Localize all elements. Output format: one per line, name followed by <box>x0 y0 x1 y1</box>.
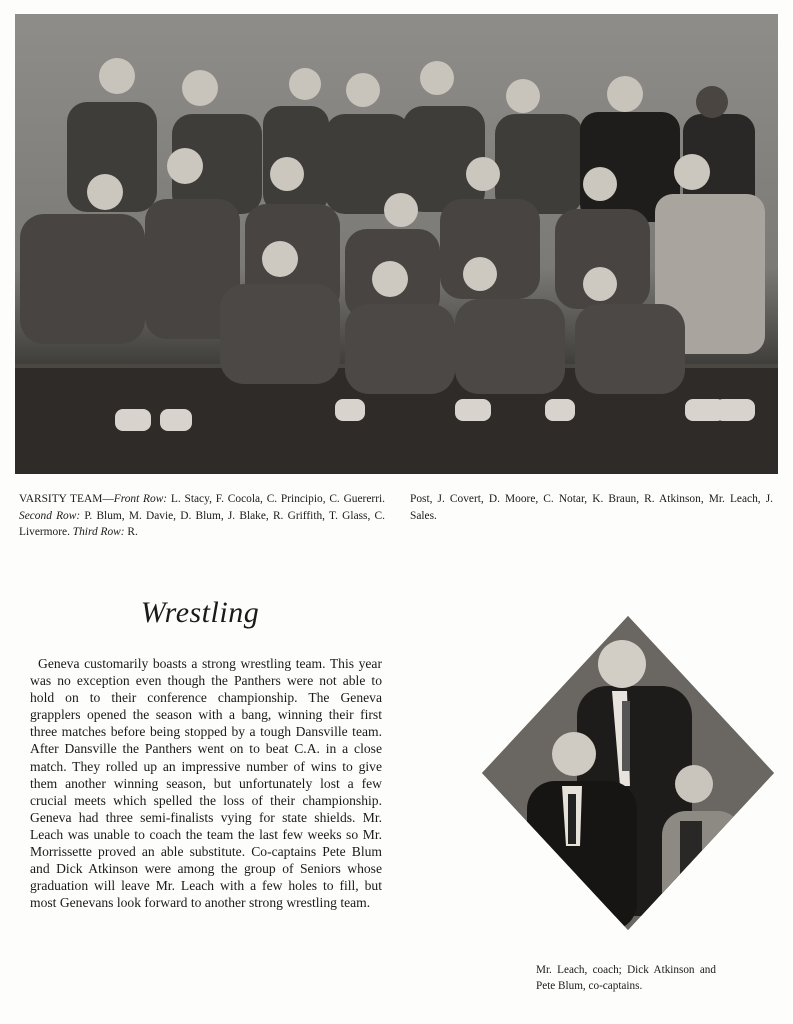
team-caption-left <box>19 491 385 541</box>
second-row-label: Second Row: <box>19 509 81 522</box>
varsity-team-photo <box>15 14 778 474</box>
team-caption-right <box>410 491 773 524</box>
third-row-start: R. <box>124 526 138 538</box>
third-row-names: Post, J. Covert, D. Moore, C. Notar, K. Braun, R. Atkinson, Mr. Leach, J. Sales. <box>410 493 773 522</box>
coach-captains-photo <box>482 616 774 930</box>
third-row-label: Third Row: <box>72 526 125 538</box>
caption-lead: VARSITY TEAM— <box>19 493 114 505</box>
front-row-names: L. Stacy, F. Cocola, C. Principio, C. Guererri. <box>167 493 386 505</box>
coach-photo-caption: Mr. Leach, coach; Dick Atkinson and Pete Blum, co-captains. <box>536 964 716 992</box>
team-photo-illustration <box>15 14 778 474</box>
coach-photo-illustration <box>482 616 774 930</box>
second-row-names: P. Blum, M. Davie, D. Blum, J. Blake, R. Griffith, T. Glass, C. Livermore. <box>19 509 385 538</box>
article-body: Geneva customarily boasts a strong wrestling team. This year was no exception even though the Panthers were not able to hold on to their conference championship. The Geneva grapplers opened the season with a bang, winning their first three matches before being stopped by a tough Dansville team. After Dansville the Panthers went on to beat C.A. in a close match. They rolled up an impressive number of wins to give them another winning season, but unfortunately lost a few crucial meets which spelled the loss of their championship. Geneva had three semi-finalists vying for state shields. Mr. Leach was unable to coach the team the last few weeks so Mr. Morrissette proved an able substitute. Co-captains Pete Blum and Dick Atkinson were among the group of Seniors whose graduation will leave Mr. Leach with a few holes to fill, but most Genevans look forward to another strong wrestling team. <box>30 656 382 911</box>
front-row-label: Front Row: <box>113 493 168 505</box>
article-title: Wrestling <box>140 596 260 629</box>
